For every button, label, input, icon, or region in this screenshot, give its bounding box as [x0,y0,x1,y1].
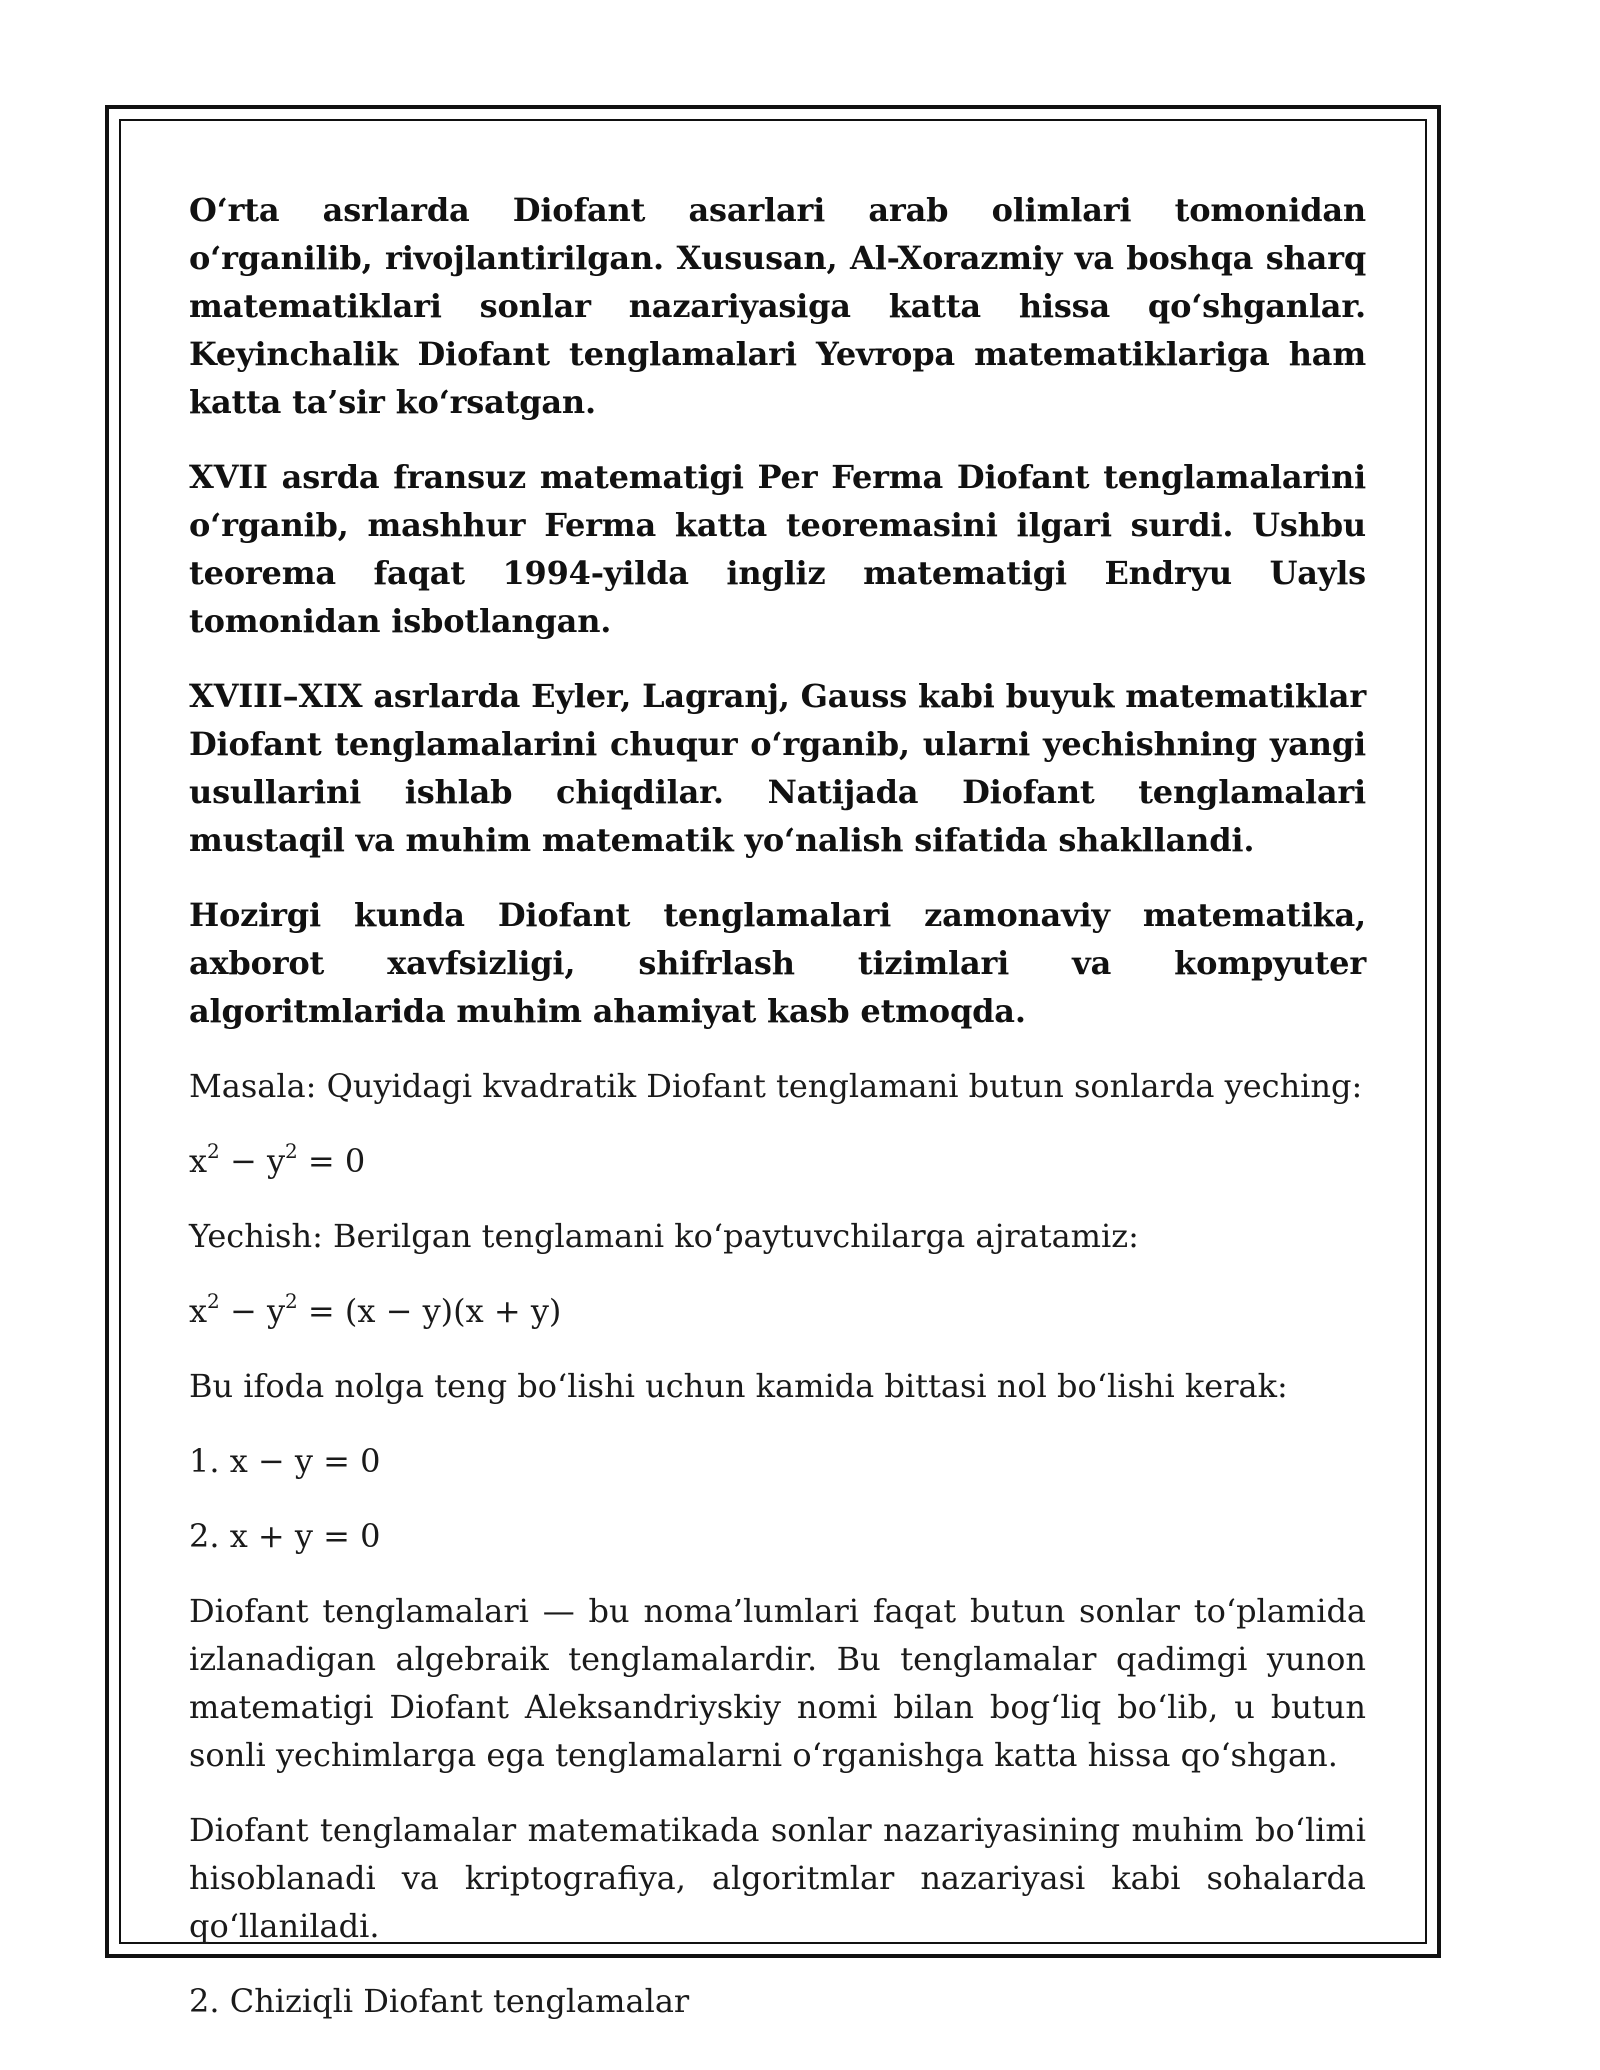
equation-rhs: = 0 [297,1142,366,1180]
paragraph-fermat: XVII asrda fransuz matematigi Per Ferma Diofant tenglamalarini o‘rganib, mashhur Ferma katta teoremasini ilgari surdi. Ushbu teorema faqat 1994-yilda ingliz matematigi Endryu Uayls tomonidan isbotlangan. [189,458,1366,640]
document-body [189,186,1366,2052]
factored-y-power: 2 [285,1289,298,1313]
paragraph-importance: Diofant tenglamalar matematikada sonlar nazariyasining muhim bo‘limi hisoblanadi va kriptografiya, algoritmlar nazariyasi kabi sohalarda qo‘llaniladi. [189,1811,1366,1945]
equation-y-power: 2 [285,1139,298,1163]
case-two: 2. x + y = 0 [189,1517,381,1555]
problem-statement: Masala: Quyidagi kvadratik Diofant tenglamani butun sonlarda yeching: [189,1067,1363,1105]
paragraph-medieval-history: O‘rta asrlarda Diofant asarlari arab olimlari tomonidan o‘rganilib, rivojlantirilgan. Xususan, Al-Xorazmiy va boshqa sharq matematiklari sonlar nazariyasiga katta hissa qo‘shganlar. Keyinchalik Diofant tenglamalari Yevropa matematiklariga ham katta ta’sir ko‘rsatgan. [189,191,1366,421]
case-one: 1. x − y = 0 [189,1442,381,1480]
factored-equation [189,1287,1366,1335]
factored-x: x [189,1292,208,1330]
section-heading: 2. Chiziqli Diofant tenglamalar [189,1982,690,2020]
equation-x: x [189,1142,208,1180]
equation-y: y [266,1142,286,1180]
paragraph-18-19-century: XVIII–XIX asrlarda Eyler, Lagranj, Gauss kabi buyuk matematiklar Diofant tenglamalarini chuqur o‘rganib, ularni yechishning yangi usullarini ishlab chiqdilar. Natijada Diofant tenglamalari mustaqil va muhim matematik yo‘nalish sifatida shakllandi. [189,677,1366,859]
solution-intro: Yechish: Berilgan tenglamani ko‘paytuvchilarga ajratamiz: [189,1217,1139,1255]
problem-equation [189,1137,1366,1185]
factored-minus: − [219,1292,267,1330]
equation-minus: − [219,1142,267,1180]
factored-rhs: = (x − y)(x + y) [297,1292,562,1330]
equation-x-power: 2 [207,1139,220,1163]
paragraph-modern-applications: Hozirgi kunda Diofant tenglamalari zamonaviy matematika, axborot xavfsizligi, shifrlash tizimlari va kompyuter algoritmlarida muhim ahamiyat kasb etmoqda. [189,896,1366,1030]
zero-product-condition: Bu ifoda nolga teng bo‘lishi uchun kamida bittasi nol bo‘lishi kerak: [189,1367,1288,1405]
factored-x-power: 2 [207,1289,220,1313]
factored-y: y [266,1292,286,1330]
paragraph-definition: Diofant tenglamalari — bu noma’lumlari faqat butun sonlar to‘plamida izlanadigan algebraik tenglamalardir. Bu tenglamalar qadimgi yunon matematigi Diofant Aleksandriyskiy nomi bilan bog‘liq bo‘lib, u butun sonli yechimlarga ega tenglamalarni o‘rganishga katta hissa qo‘shgan. [189,1592,1366,1774]
